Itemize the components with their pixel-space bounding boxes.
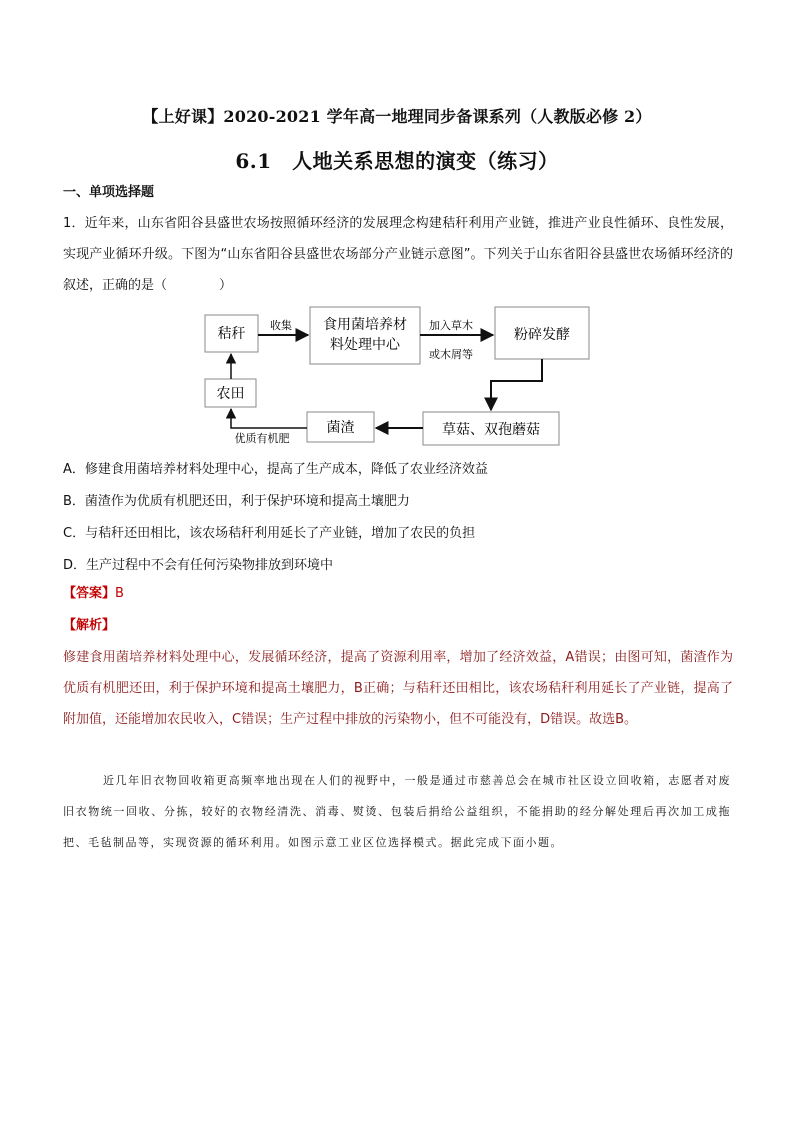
analysis-text: 修建食用菌培养材料处理中心，发展循环经济，提高了资源利用率，增加了经济效益，A错误；由图可知，菌渣作为优质有机肥还田，利于保护环境和提高土壤肥力，B正确；与秸秆还田相比，该农场秸秆利用延长了产业链，提高了附加值，还能增加农民收入，C错误；生产过程中排放的污染物小，但不可能没有，D错误。故选B。 [63,650,733,727]
label-fertilizer: 优质有机肥 [234,432,290,445]
answer-label: 【答案】 [63,586,116,601]
label-add-line2: 或木屑等 [429,348,473,361]
box-center-line2: 料处理中心 [330,337,400,353]
arrow-ferment-to-mushroom [491,359,542,410]
lesson-title: 6.1 人地关系思想的演变（练习） [235,149,559,173]
box-farmland [205,379,256,407]
option-d: D．生产过程中不会有任何污染物排放到环境中 [63,558,334,573]
box-residue-label: 菌渣 [326,420,355,436]
section-heading: 一、单项选择题 [63,185,155,200]
passage-2: 近几年旧衣物回收箱更高频率地出现在人们的视野中，一般是通过市慈善总会在城市社区设立回收箱，志愿者对废旧衣物统一回收、分拣，较好的衣物经清洗、消毒、熨烫、包装后捐给公益组织，不能捐助的经分解处理后再次加工成拖把、毛毡制品等，实现资源的循环利用。如图示意工业区位选择模式。据此完成下面小题。 [63,774,731,849]
label-collect: 收集 [270,319,292,332]
box-ferment [495,307,589,359]
box-straw-label: 秸秆 [217,326,246,342]
box-processing-center [310,307,420,364]
box-center-line1: 食用菌培养材 [323,317,407,333]
box-residue [307,412,374,442]
industry-chain-diagram [195,300,605,450]
option-a: A．修建食用菌培养材料处理中心，提高了生产成本，降低了农业经济效益 [63,462,488,477]
box-farmland-label: 农田 [216,386,245,402]
option-c: C．与秸秆还田相比，该农场秸秆利用延长了产业链，增加了农民的负担 [63,526,476,541]
option-b: B．菌渣作为优质有机肥还田，利于保护环境和提高土壤肥力 [63,494,410,509]
question-1-stem: 1．近年来，山东省阳谷县盛世农场按照循环经济的发展理念构建秸秆利用产业链，推进产业良性循环、良性发展，实现产业循环升级。下图为“山东省阳谷县盛世农场部分产业链示意图”。下列关于山东省阳谷县盛世农场循环经济的叙述，正确的是（ ） [63,216,733,293]
box-straw [205,315,258,352]
box-mushroom-label: 草菇、双孢蘑菇 [442,422,540,438]
box-mushroom [423,412,559,445]
answer-value: B [115,586,124,601]
arrow-residue-to-farmland [231,409,307,428]
document-title: 【上好课】2020-2021 学年高一地理同步备课系列（人教版必修 2） [142,107,652,126]
answer-line [63,582,124,601]
box-ferment-label: 粉碎发酵 [514,327,570,343]
label-add-line1: 加入草木 [429,319,473,332]
analysis-label: 【解析】 [63,618,116,633]
